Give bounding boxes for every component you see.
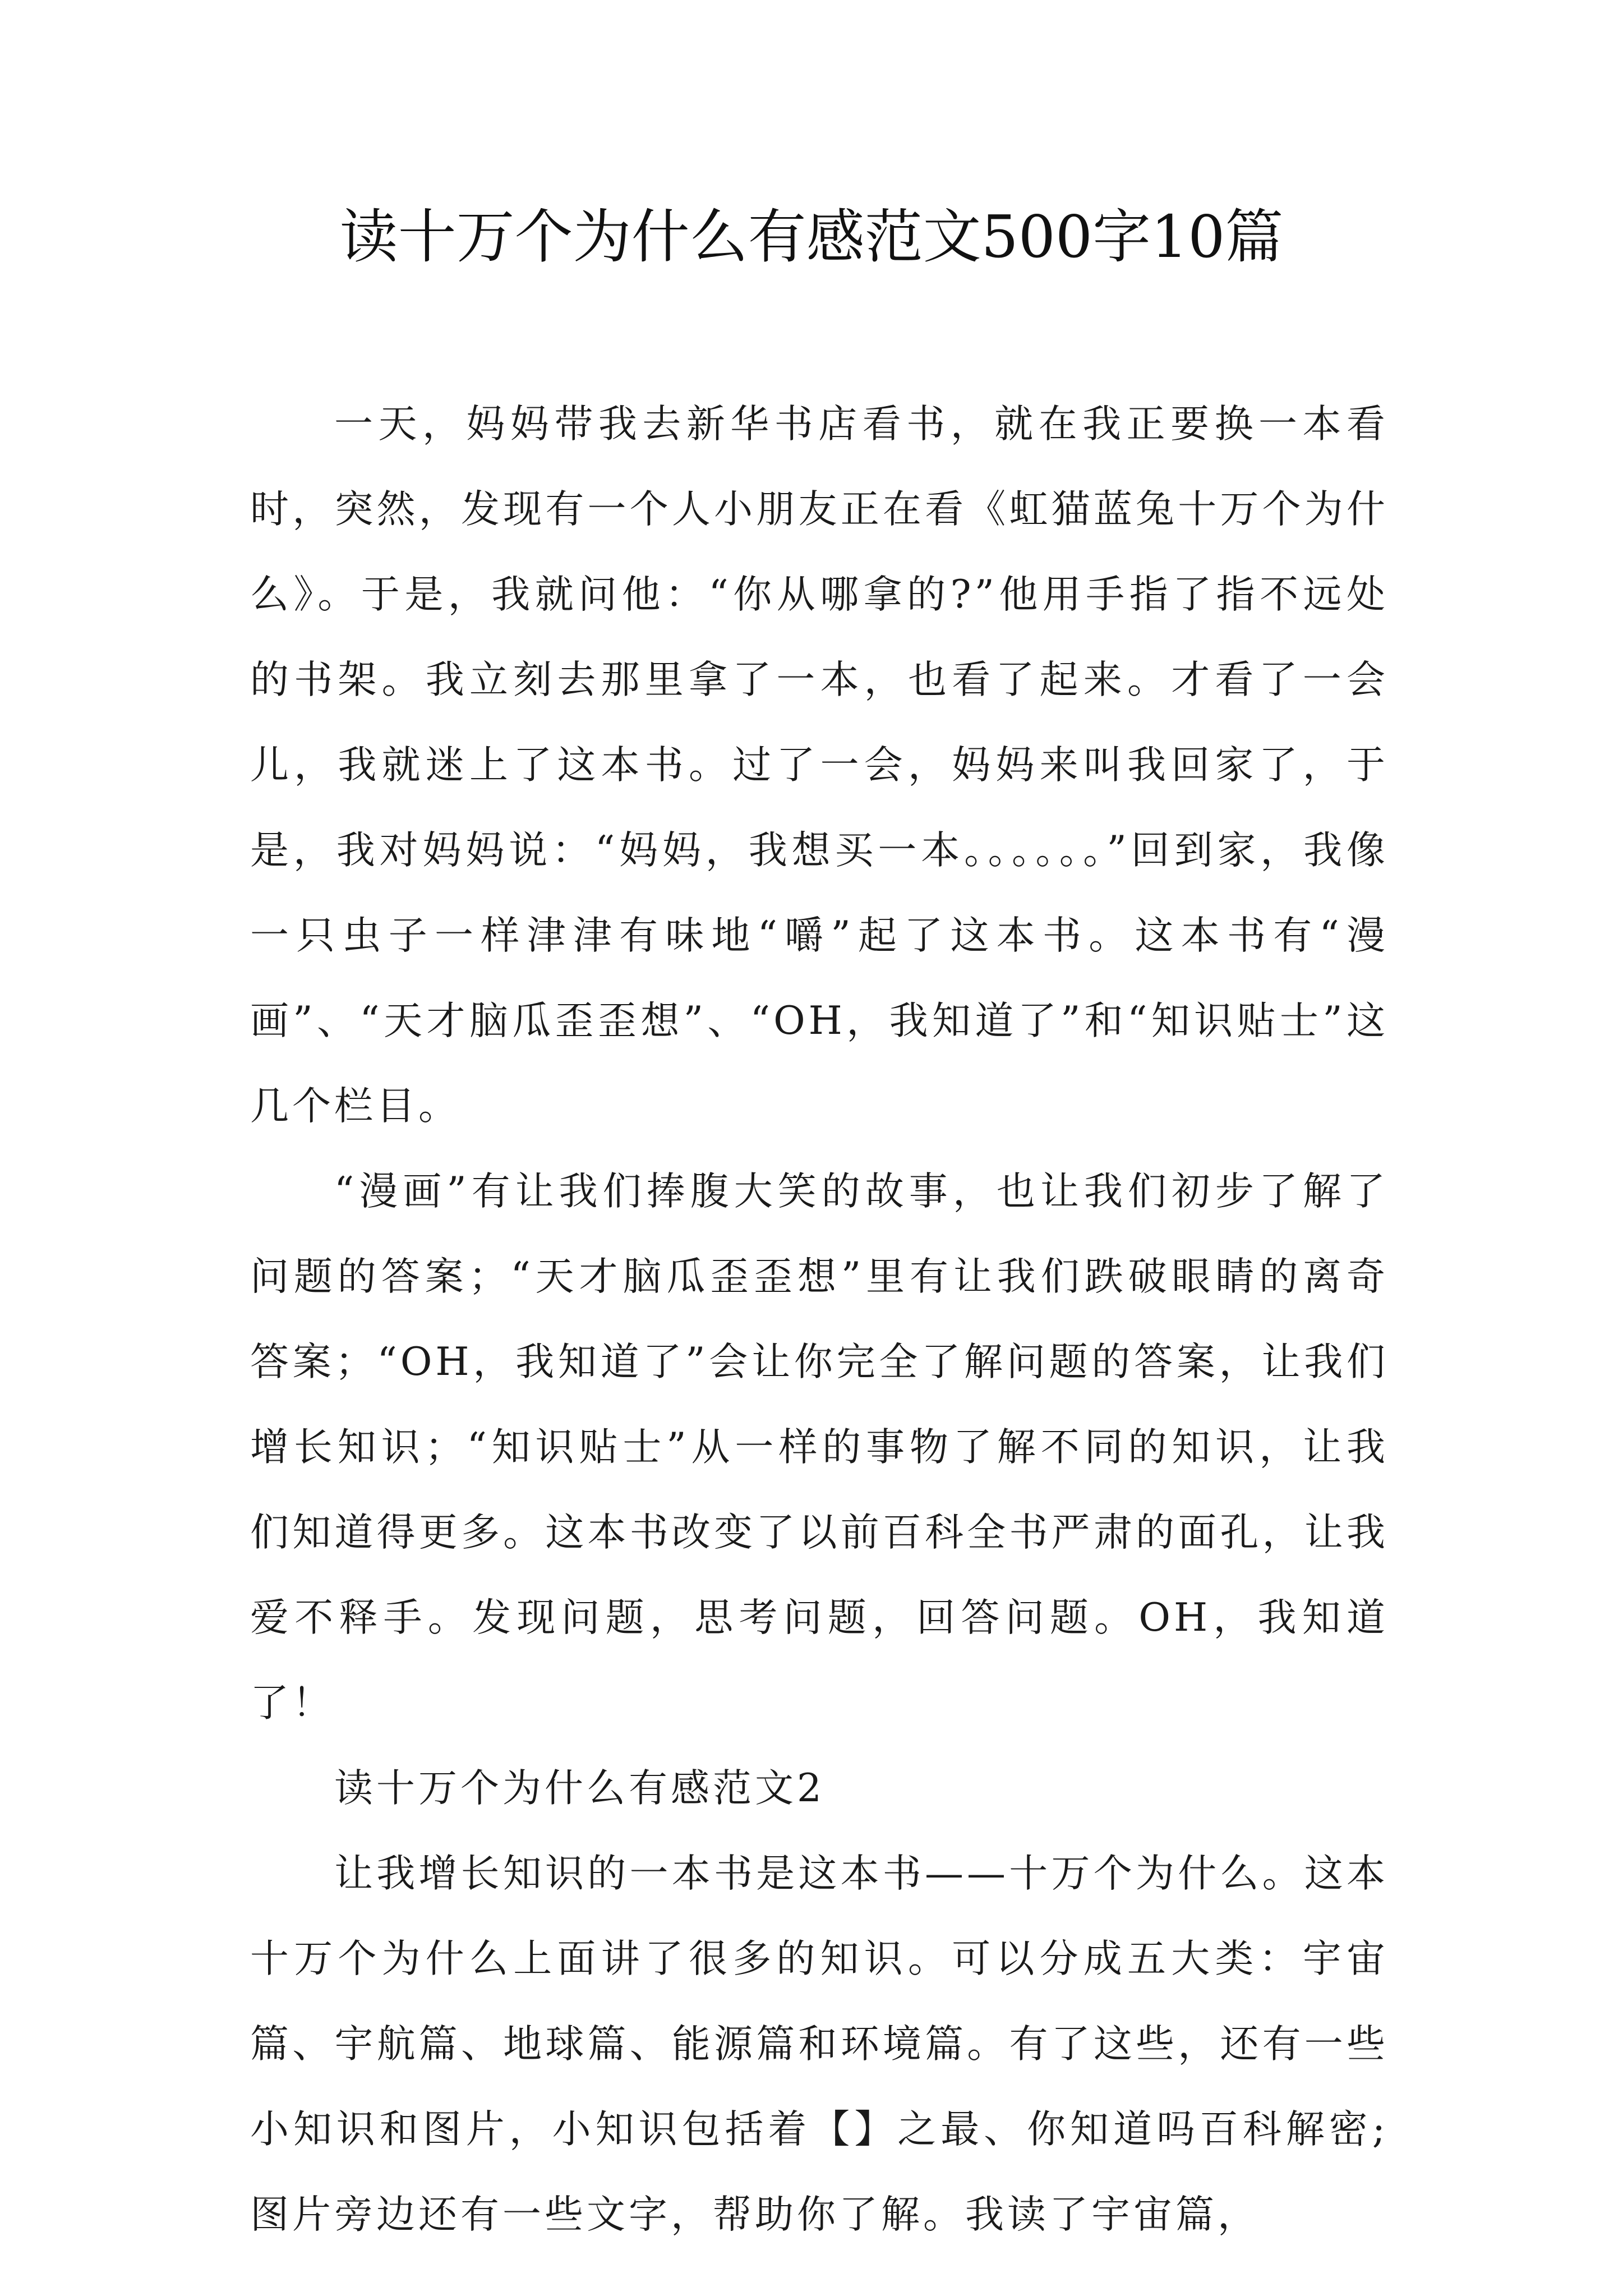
paragraph-1: 一天，妈妈带我去新华书店看书，就在我正要换一本看时，突然，发现有一个人小朋友正在看《虹猫蓝兔十万个为什么》。于是，我就问他：“你从哪拿的?”他用手指了指不远处的书架。我立刻去那里拿了一本，也看了起来。才看了一会儿，我就迷上了这本书。过了一会，妈妈来叫我回家了，于是，我对妈妈说：“妈妈，我想买一本。。。。。。”回到家，我像一只虫子一样津津有味地“嚼”起了这本书。这本书有“漫画”、“天才脑瓜歪歪想”、“OH，我知道了”和“知识贴士”这几个栏目。 — [250, 402, 1389, 1129]
paragraph-3: 让我增长知识的一本书是这本书——十万个为什么。这本十万个为什么上面讲了很多的知识。可以分成五大类：宇宙篇、宇航篇、地球篇、能源篇和环境篇。有了这些，还有一些小知识和图片，小知识包括着【】之最、你知道吗百科解密;图片旁边还有一些文字，帮助你了解。我读了宇宙篇， — [250, 1851, 1389, 2237]
section-heading-2: 读十万个为什么有感范文2 — [334, 1766, 825, 1811]
document-title: 读十万个为什么有感范文500字10篇 — [339, 203, 1284, 271]
document-body — [250, 381, 1389, 2257]
paragraph-2: “漫画”有让我们捧腹大笑的故事，也让我们初步了解了问题的答案；“天才脑瓜歪歪想”里有让我们跌破眼睛的离奇答案；“OH，我知道了”会让你完全了解问题的答案，让我们增长知识；“知识贴士”从一样的事物了解不同的知识，让我们知道得更多。这本书改变了以前百科全书严肃的面孔，让我爱不释手。发现问题，思考问题，回答问题。OH，我知道了！ — [250, 1169, 1389, 1726]
